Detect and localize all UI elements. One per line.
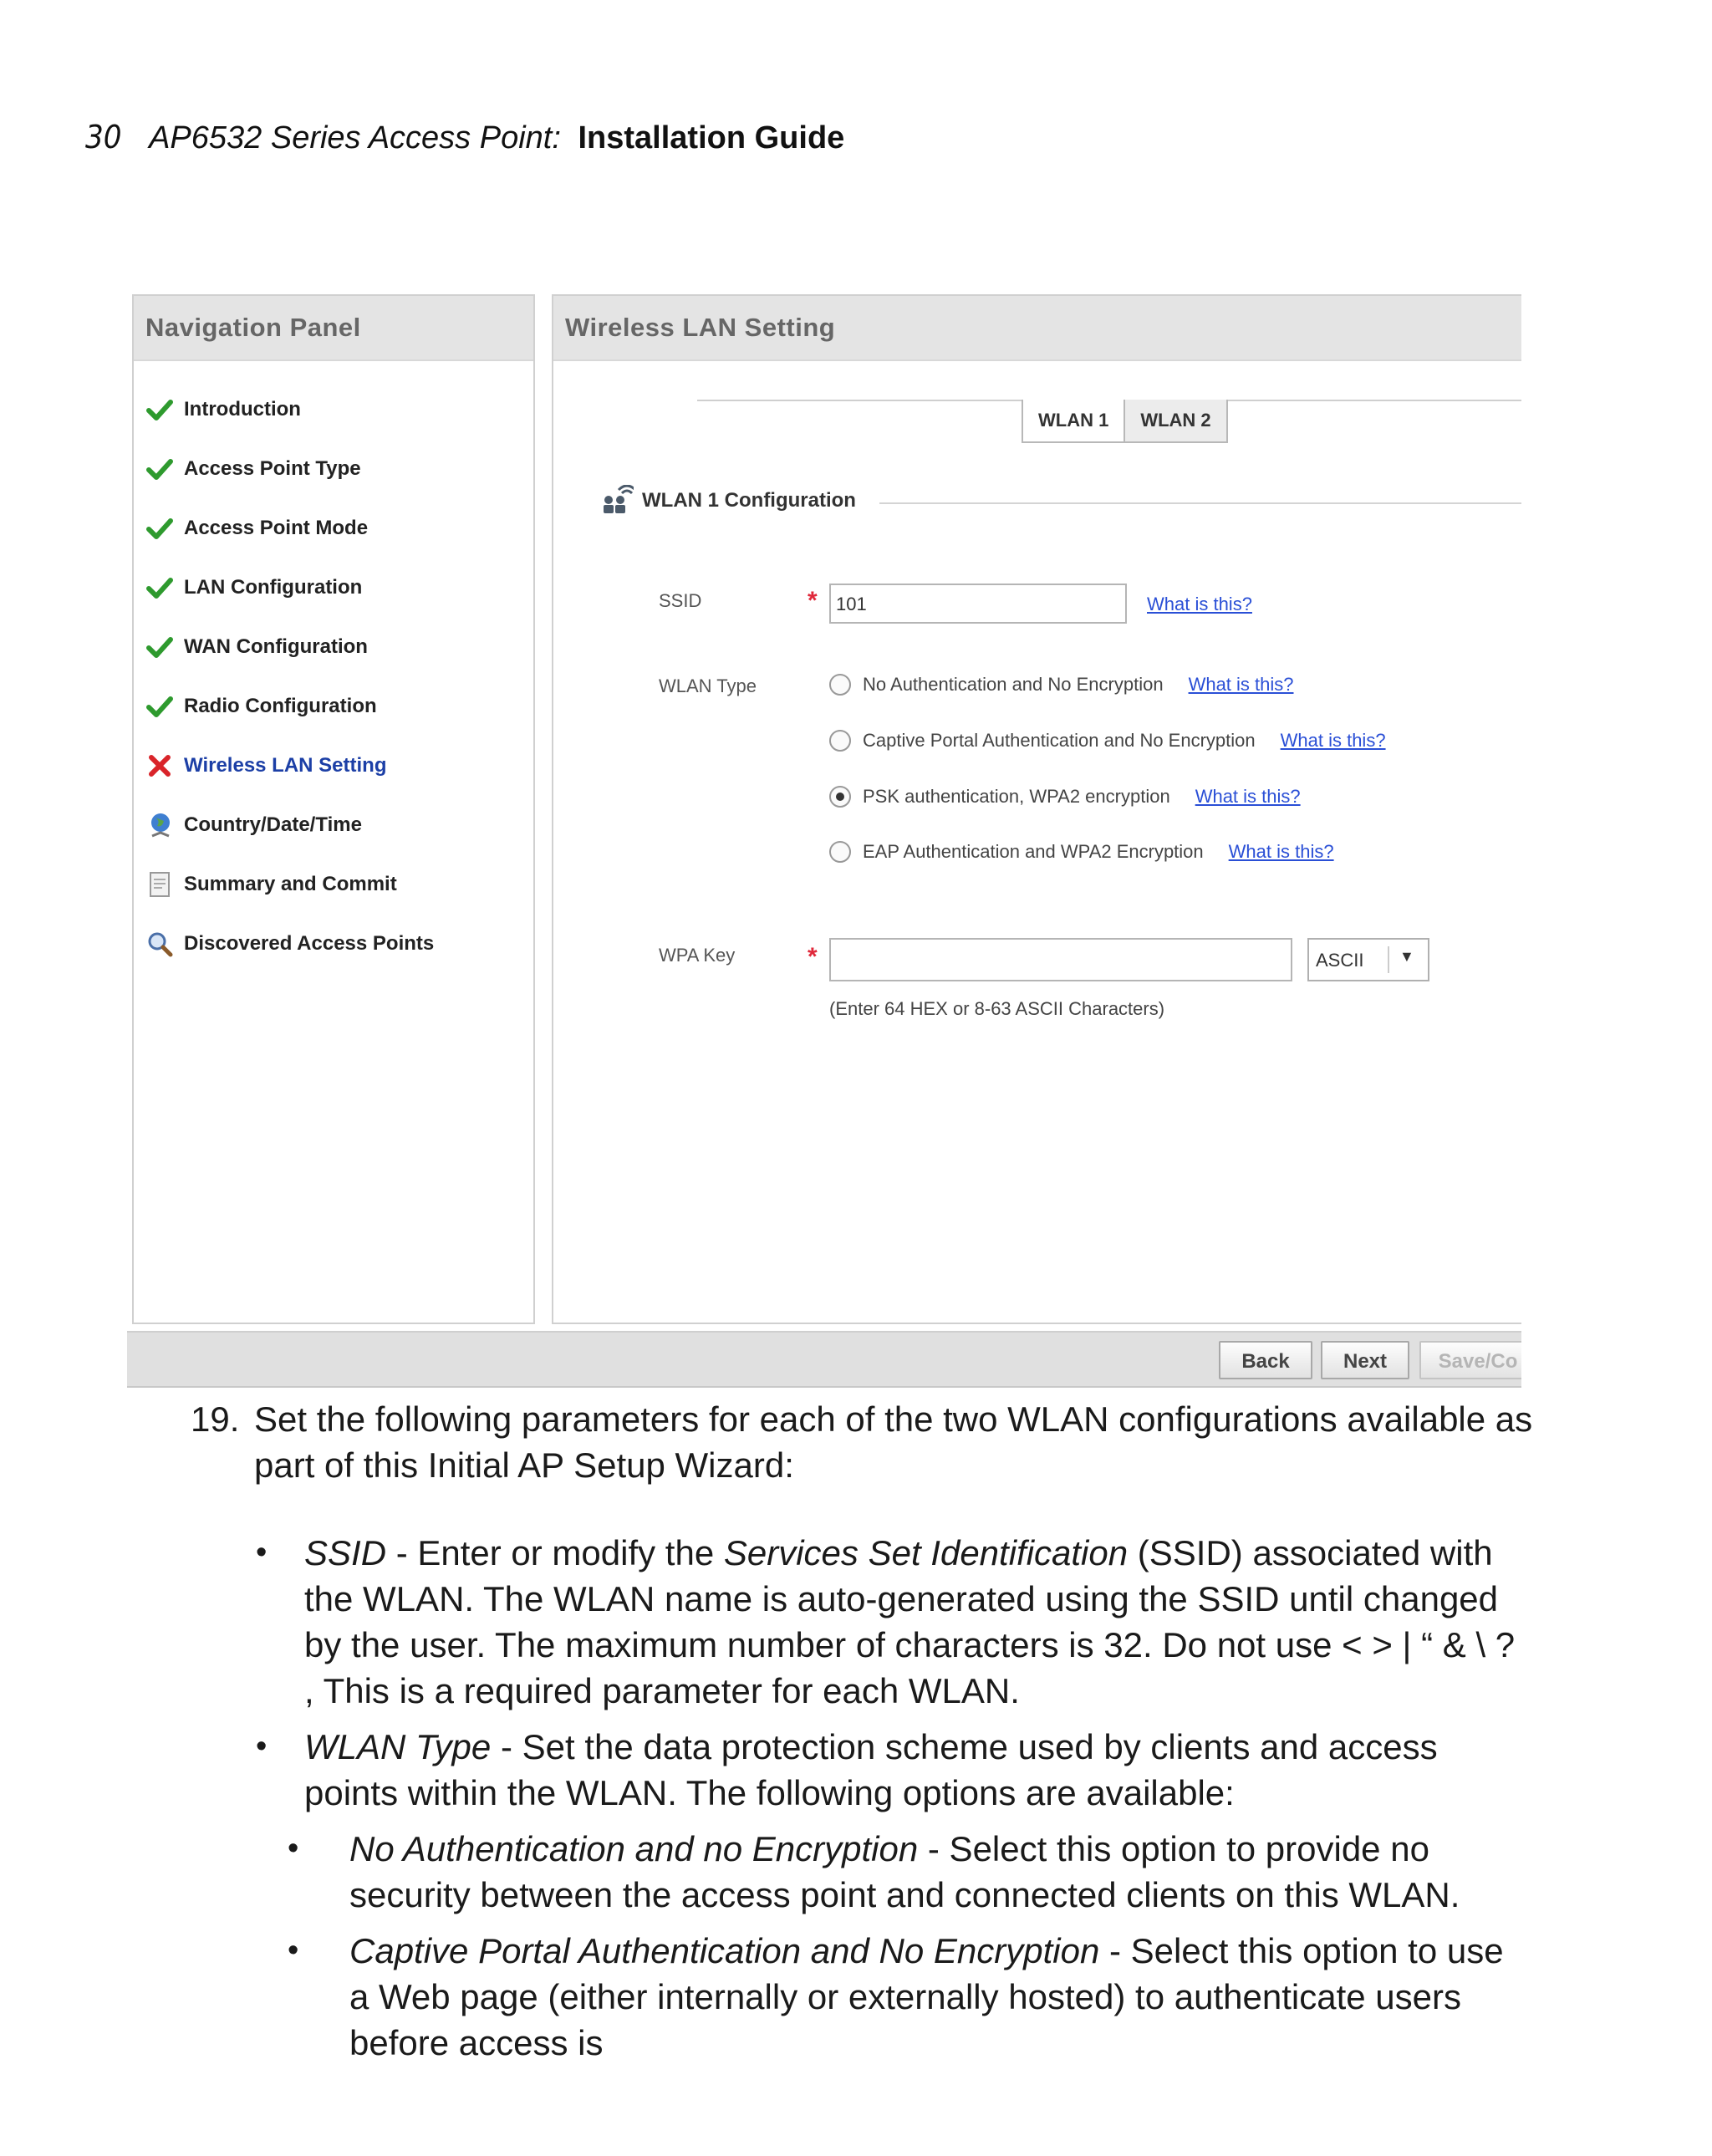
- nav-item-access-point-type[interactable]: [145, 439, 434, 498]
- nav-item-label: LAN Configuration: [184, 575, 363, 599]
- ssid-label: SSID: [659, 590, 702, 611]
- key-format-select[interactable]: [1307, 938, 1429, 981]
- nav-item-summary-and-commit[interactable]: [145, 854, 434, 914]
- no-auth-term: No Authentication and no Encryption: [349, 1829, 919, 1868]
- nav-item-label: Wireless LAN Setting: [184, 753, 387, 777]
- radio-button-selected[interactable]: [829, 786, 851, 808]
- save-commit-button[interactable]: Save/Co: [1419, 1341, 1521, 1379]
- wlan-type-option-no-auth[interactable]: [829, 674, 1294, 696]
- wlan-tabs: [1022, 400, 1228, 443]
- wizard-button-bar: [127, 1331, 1521, 1388]
- navigation-panel: [132, 294, 535, 1324]
- nav-item-label: Introduction: [184, 397, 301, 420]
- tab-wlan-2[interactable]: WLAN 2: [1125, 400, 1227, 443]
- nav-item-introduction[interactable]: [145, 380, 434, 439]
- wlan-type-option-label: PSK authentication, WPA2 encryption: [863, 786, 1170, 807]
- bullet-mark: •: [256, 1729, 268, 1764]
- nav-item-label: Radio Configuration: [184, 694, 377, 717]
- chevron-down-icon: ▼: [1399, 948, 1414, 965]
- eap-help-link[interactable]: What is this?: [1228, 841, 1334, 862]
- select-divider: [1388, 946, 1389, 973]
- ssid-description: (SSID) associated with the WLAN. The WLAN name is auto-generated using the SSID until changed by the user. The maximum number of characters is 32. Do not use < > | “ & \ ? , This is a required parameter for each WLAN.: [304, 1533, 1516, 1710]
- no-auth-help-link[interactable]: What is this?: [1188, 674, 1294, 695]
- wlan-type-term: WLAN Type: [304, 1727, 492, 1766]
- radio-button[interactable]: [829, 841, 851, 863]
- wlan-section-header: [600, 485, 856, 517]
- check-icon: [145, 514, 174, 543]
- page-header: [85, 117, 844, 158]
- nav-item-label: WAN Configuration: [184, 635, 368, 658]
- nav-item-label: Access Point Mode: [184, 516, 369, 539]
- captive-portal-term: Captive Portal Authentication and No Encryption: [349, 1931, 1100, 1970]
- wlan-type-option-label: EAP Authentication and WPA2 Encryption: [863, 841, 1204, 862]
- key-format-value: ASCII: [1316, 950, 1364, 971]
- next-button[interactable]: Next: [1321, 1341, 1409, 1379]
- navigation-panel-title: Navigation Panel: [134, 296, 533, 361]
- tab-wlan-1[interactable]: WLAN 1: [1022, 400, 1125, 443]
- wlan-type-option-eap[interactable]: [829, 841, 1334, 863]
- bullet-mark: •: [288, 1831, 299, 1866]
- wireless-lan-setting-panel: [552, 294, 1521, 1324]
- section-divider: [879, 502, 1521, 504]
- content-title: Wireless LAN Setting: [553, 296, 1521, 361]
- bullet-text: [349, 1826, 1516, 1918]
- step-text: Set the following parameters for each of the two WLAN configurations available as part of this Initial AP Setup Wizard:: [254, 1399, 1533, 1485]
- nav-item-label: Country/Date/Time: [184, 813, 362, 836]
- ssid-full-term: Services Set Identification: [723, 1533, 1129, 1572]
- nav-item-label: Summary and Commit: [184, 872, 397, 895]
- bullet-mark: •: [256, 1535, 268, 1570]
- nav-item-country-date-time[interactable]: [145, 795, 434, 854]
- nav-item-wan-configuration[interactable]: [145, 617, 434, 676]
- nav-item-wireless-lan-setting[interactable]: [145, 736, 434, 795]
- ssid-term: SSID: [304, 1533, 387, 1572]
- globe-icon: [145, 811, 174, 839]
- wlan-type-label: WLAN Type: [659, 675, 757, 696]
- check-icon: [145, 573, 174, 602]
- psk-help-link[interactable]: What is this?: [1195, 786, 1301, 807]
- magnifier-icon: [145, 930, 174, 958]
- wpa-key-input[interactable]: [829, 938, 1292, 981]
- bullet-text: [304, 1530, 1525, 1714]
- wpa-key-hint: (Enter 64 HEX or 8-63 ASCII Characters): [829, 998, 1165, 1019]
- document-icon: [145, 870, 174, 899]
- ssid-help-link[interactable]: What is this?: [1147, 594, 1252, 614]
- ssid-intro: - Enter or modify the: [386, 1533, 724, 1572]
- guide-title: Installation Guide: [578, 120, 845, 155]
- nav-item-discovered-access-points[interactable]: [145, 914, 434, 973]
- nav-item-access-point-mode[interactable]: [145, 498, 434, 558]
- radio-button[interactable]: [829, 674, 851, 696]
- nav-item-radio-configuration[interactable]: [145, 676, 434, 736]
- check-icon: [145, 455, 174, 483]
- bullet-mark: •: [288, 1933, 299, 1968]
- bullet-text: [349, 1928, 1516, 2066]
- ssid-required-mark: *: [808, 587, 818, 614]
- no-auth-description: - Select this option to provide no security between the access point and connected clients on this WLAN.: [349, 1829, 1460, 1914]
- ssid-input[interactable]: 101: [829, 584, 1127, 624]
- bullet-text: [304, 1724, 1525, 1816]
- wlan-type-option-psk[interactable]: [829, 786, 1301, 808]
- nav-item-label: Discovered Access Points: [184, 931, 435, 955]
- back-button[interactable]: Back: [1219, 1341, 1312, 1379]
- wpa-key-required-mark: *: [808, 943, 818, 971]
- check-icon: [145, 633, 174, 661]
- wizard-screenshot: [127, 294, 1521, 1391]
- wireless-users-icon: [600, 485, 634, 517]
- wlan-type-description: - Set the data protection scheme used by clients and access points within the WLAN. The following options are available:: [304, 1727, 1438, 1812]
- wlan-section-title: WLAN 1 Configuration: [642, 489, 856, 512]
- page-number: 30: [85, 119, 122, 155]
- wlan-type-option-label: No Authentication and No Encryption: [863, 674, 1164, 695]
- x-icon: [145, 752, 174, 780]
- wlan-type-option-captive-portal[interactable]: [829, 730, 1386, 752]
- navigation-list: [145, 380, 434, 973]
- captive-portal-description: - Select this option to use a Web page (either internally or externally hosted) to authenticate users before access is: [349, 1931, 1504, 2062]
- captive-portal-help-link[interactable]: What is this?: [1280, 730, 1386, 751]
- nav-item-label: Access Point Type: [184, 456, 361, 480]
- wpa-key-label: WPA Key: [659, 945, 736, 966]
- check-icon: [145, 395, 174, 424]
- wlan-type-option-label: Captive Portal Authentication and No Encryption: [863, 730, 1256, 751]
- check-icon: [145, 692, 174, 721]
- nav-item-lan-configuration[interactable]: [145, 558, 434, 617]
- radio-button[interactable]: [829, 730, 851, 752]
- step-number: 19.: [191, 1399, 240, 1439]
- series-title: AP6532 Series Access Point:: [149, 120, 561, 155]
